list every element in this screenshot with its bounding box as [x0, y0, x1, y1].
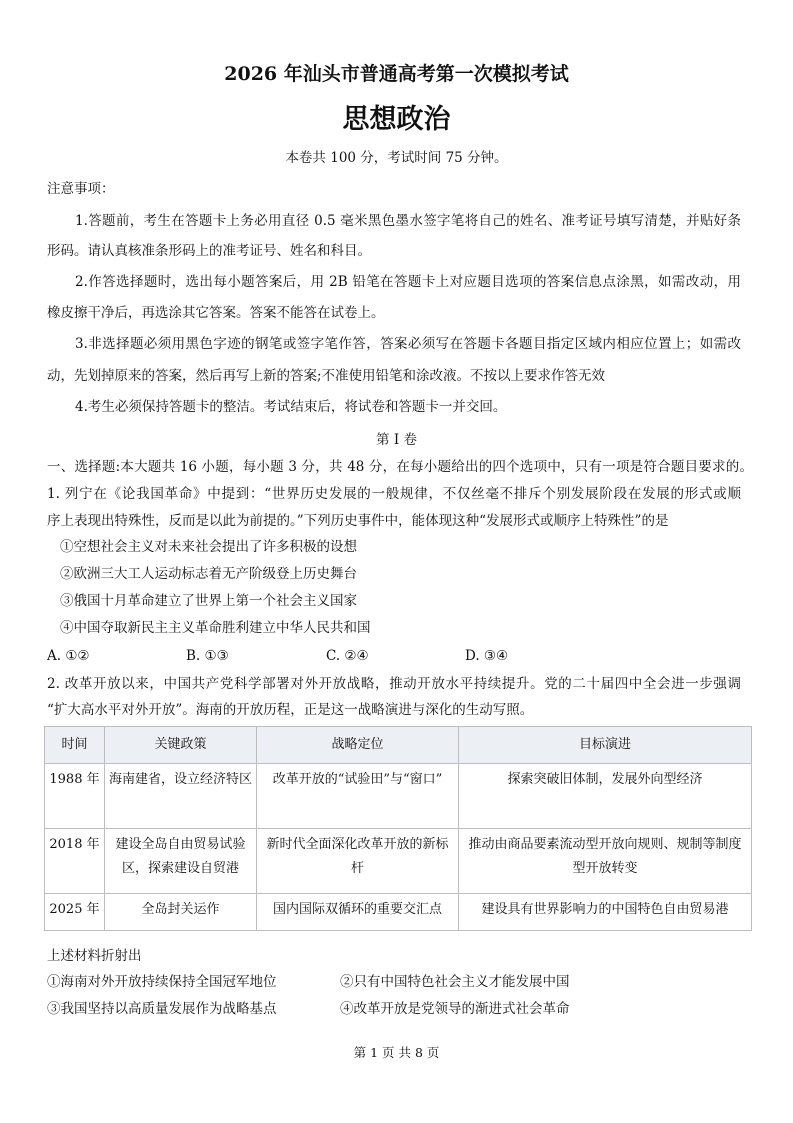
q2-after-table: 上述材料折射出: [47, 948, 142, 964]
table-cell-positioning: 改革开放的“试验田”与“窗口”: [257, 764, 459, 829]
notice-item-3-line-1: 3.非选择题必须用黑色字迹的钢笔或签字笔作答，答案必须写在答题卡各题目指定区域内相应位置上；如需改: [75, 336, 741, 352]
hainan-policy-table: [44, 726, 752, 931]
q2-statement-4: ④改革开放是党领导的渐进式社会革命: [340, 1001, 570, 1017]
q1-stem-line-1: 1. 列宁在《论我国革命》中提到：“世界历史发展的一般规律，不仅丝毫不排斥个别发展阶段在发展的形式或顺: [47, 486, 741, 502]
q1-option-a: A. ①②: [47, 648, 90, 664]
table-cell-goal: 探索突破旧体制，发展外向型经济: [459, 764, 752, 829]
q1-statement-4: ④中国夺取新民主主义革命胜利建立中华人民共和国: [60, 620, 371, 636]
table-header-cell: 时间: [45, 727, 105, 764]
q1-statement-3: ③俄国十月革命建立了世界上第一个社会主义国家: [60, 593, 357, 609]
table-cell-year: 1988 年: [45, 764, 105, 829]
table-row: [45, 894, 752, 931]
table-header-cell: 目标演进: [459, 727, 752, 764]
notice-heading: 注意事项：: [47, 181, 115, 197]
table-cell-positioning: 国内国际双循环的重要交汇点: [257, 894, 459, 931]
table-cell-policy: 建设全岛自由贸易试验区，探索建设自贸港: [105, 829, 257, 894]
table-row: [45, 764, 752, 829]
table-header-cell: 战略定位: [257, 727, 459, 764]
q1-option-b: B. ①③: [186, 648, 229, 664]
table-header-row: [45, 727, 752, 764]
q1-option-c: C. ②④: [326, 648, 369, 664]
q1-option-d: D. ③④: [465, 648, 509, 664]
q1-statement-1: ①空想社会主义对未来社会提出了许多积极的设想: [60, 539, 357, 555]
table-cell-year: 2018 年: [45, 829, 105, 894]
q2-stem-line-1: 2. 改革开放以来，中国共产党科学部署对外开放战略，推动开放水平持续提升。党的二十届四中全会进一步强调: [47, 676, 741, 692]
notice-item-4: 4.考生必须保持答题卡的整洁。考试结束后，将试卷和答题卡一并交回。: [75, 399, 507, 415]
q2-stem-line-2: “扩大高水平对外开放”。海南的开放历程，正是这一战略演进与深化的生动写照。: [47, 702, 534, 718]
table-cell-policy: 全岛封关运作: [105, 894, 257, 931]
exam-info: 本卷共 100 分，考试时间 75 分钟。: [285, 150, 508, 166]
section-instruction: 一、选择题:本大题共 16 小题，每小题 3 分，共 48 分，在每小题给出的四个选项中，只有一项是符合题目要求的。: [47, 459, 753, 475]
q1-stem-line-2: 序上表现出特殊性，反而是以此为前提的。”下列历史事件中，能体现这种“发展形式或顺序上特殊性”的是: [47, 513, 669, 529]
notice-item-2-line-2: 橡皮擦干净后，再选涂其它答案。答案不能答在试卷上。: [47, 305, 385, 321]
section-label: 第 I 卷: [376, 432, 417, 448]
table-cell-year: 2025 年: [45, 894, 105, 931]
table-cell-positioning: 新时代全面深化改革开放的新标杆: [257, 829, 459, 894]
page-number: 第 1 页 共 8 页: [353, 1045, 440, 1060]
table-header-cell: 关键政策: [105, 727, 257, 764]
q1-statement-2: ②欧洲三大工人运动标志着无产阶级登上历史舞台: [60, 566, 357, 582]
q2-statement-3: ③我国坚持以高质量发展作为战略基点: [47, 1001, 277, 1017]
exam-title: 2026 年汕头市普通高考第一次模拟考试: [224, 63, 569, 85]
table-row: [45, 829, 752, 894]
q2-statement-2: ②只有中国特色社会主义才能发展中国: [340, 974, 570, 990]
notice-item-1-line-2: 形码。请认真核准条形码上的准考证号、姓名和科目。: [47, 243, 371, 259]
q2-statement-1: ①海南对外开放持续保持全国冠军地位: [47, 974, 277, 990]
notice-item-2-line-1: 2.作答选择题时，选出每小题答案后，用 2B 铅笔在答题卡上对应题目选项的答案信息点涂黑，如需改动，用: [75, 274, 741, 290]
table-cell-goal: 推动由商品要素流动型开放向规则、规制等制度型开放转变: [459, 829, 752, 894]
notice-item-1-line-1: 1.答题前，考生在答题卡上务必用直径 0.5 毫米黑色墨水签字笔将自己的姓名、准考证号填写清楚，并贴好条: [75, 213, 741, 229]
table-cell-policy: 海南建省，设立经济特区: [105, 764, 257, 829]
subject-title: 思想政治: [342, 104, 451, 135]
table-cell-goal: 建设具有世界影响力的中国特色自由贸易港: [459, 894, 752, 931]
notice-item-3-line-2: 动，先划掉原来的答案，然后再写上新的答案;不准使用铅笔和涂改液。不按以上要求作答无效: [47, 368, 606, 384]
